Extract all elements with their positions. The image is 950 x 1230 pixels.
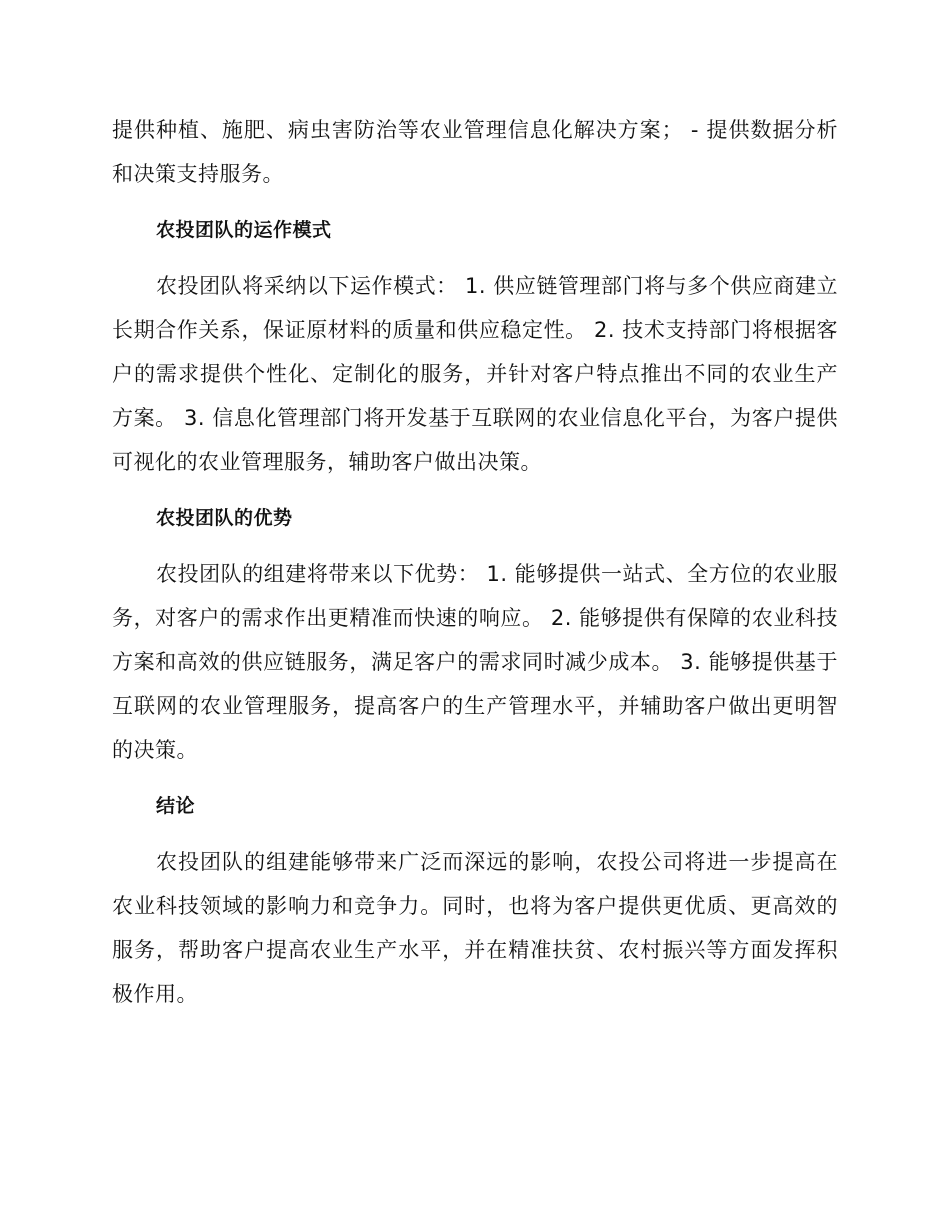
spacer [112, 828, 838, 840]
section-body-operation-mode: 农投团队将采纳以下运作模式： 1. 供应链管理部门将与多个供应商建立长期合作关系，保证原材料的质量和供应稳定性。 2. 技术支持部门将根据客户的需求提供个性化、定制化的服务，并针对客户特点推出不同的农业生产方案。 3. 信息化管理部门将开发基于互联网的农业信息化平台，为客户提供可视化的农业管理服务，辅助客户做出决策。 [112, 274, 838, 474]
section-heading-operation-mode: 农投团队的运作模式 [156, 219, 332, 241]
section-heading-conclusion: 结论 [156, 795, 196, 817]
section-heading-advantages: 农投团队的优势 [156, 507, 293, 529]
spacer [112, 540, 838, 552]
intro-paragraph: 提供种植、施肥、病虫害防治等农业管理信息化解决方案； - 提供数据分析和决策支持服务。 [112, 118, 838, 186]
section-body-conclusion: 农投团队的组建能够带来广泛而深远的影响，农投公司将进一步提高在农业科技领域的影响力和竞争力。同时，也将为客户提供更优质、更高效的服务，帮助客户提高农业生产水平，并在精准扶贫、农村振兴等方面发挥积极作用。 [112, 850, 838, 1006]
document-page [112, 108, 838, 1016]
spacer [112, 772, 838, 784]
spacer [112, 484, 838, 496]
spacer [112, 196, 838, 208]
section-body-advantages: 农投团队的组建将带来以下优势： 1. 能够提供一站式、全方位的农业服务，对客户的需求作出更精准而快速的响应。 2. 能够提供有保障的农业科技方案和高效的供应链服务，满足客户的需求同时减少成本。 3. 能够提供基于互联网的农业管理服务，提高客户的生产管理水平，并辅助客户做出更明智的决策。 [112, 562, 838, 762]
spacer [112, 252, 838, 264]
